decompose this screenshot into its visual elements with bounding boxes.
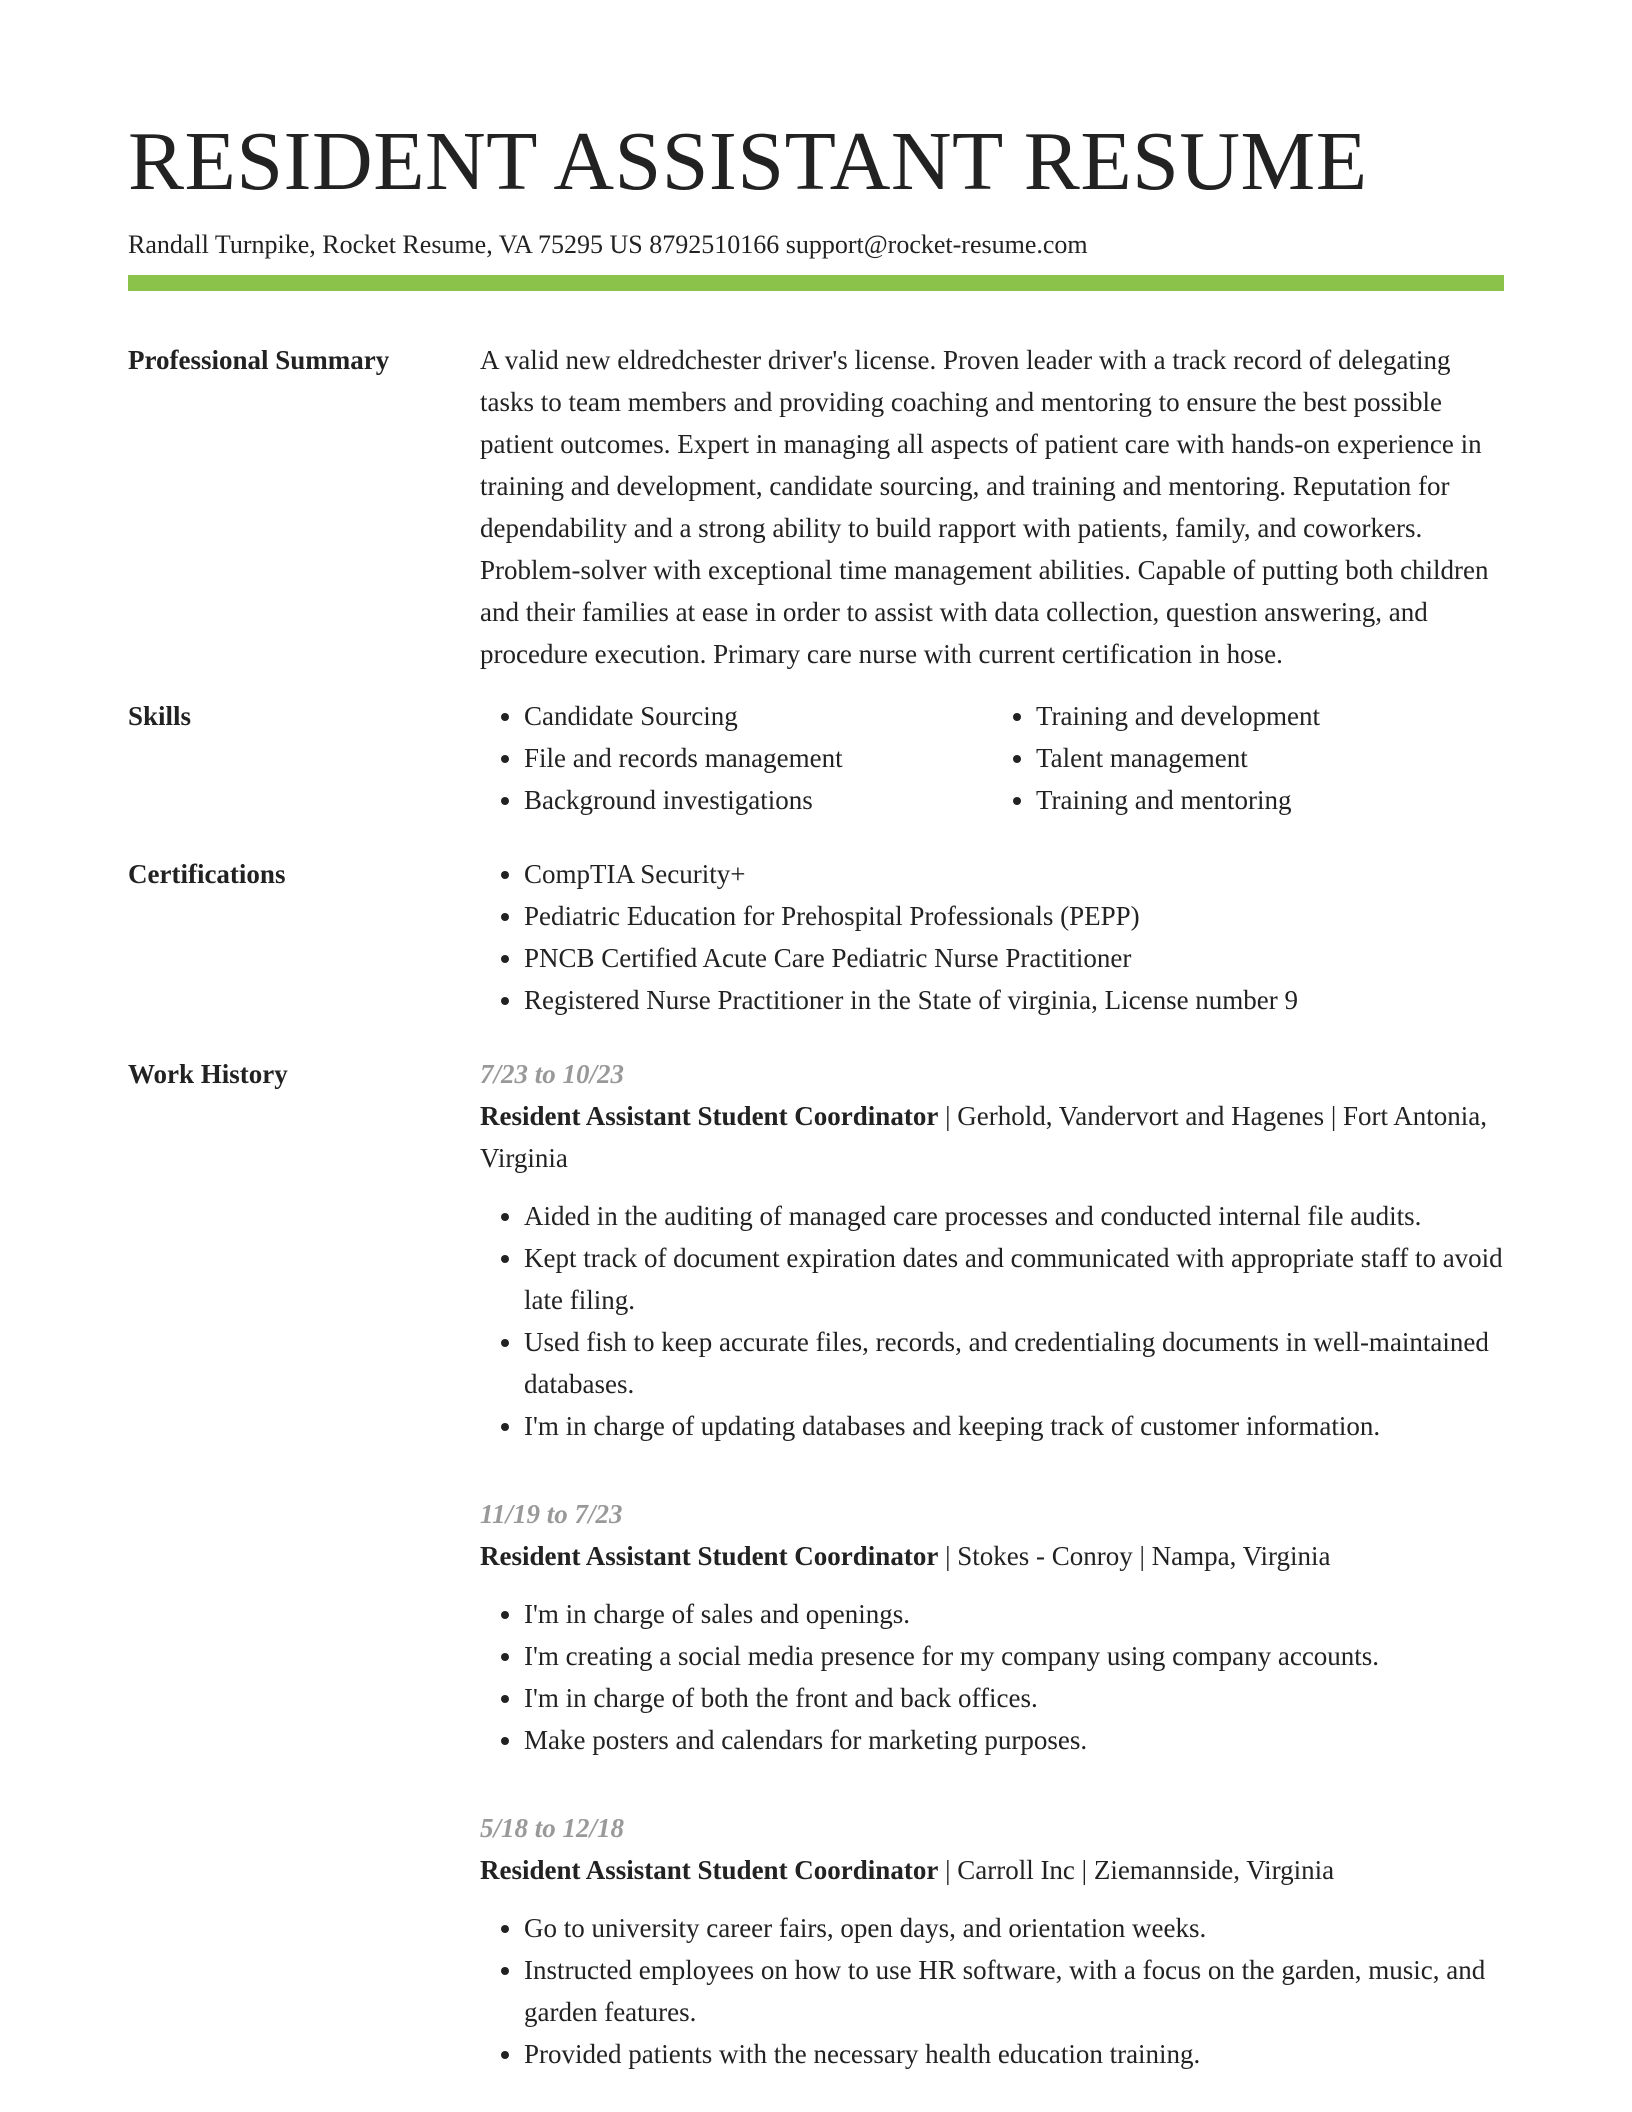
job-title: Resident Assistant Student Coordinator (480, 1100, 939, 1131)
certification-item: • Pediatric Education for Prehospital Professionals (PEPP) (524, 895, 1504, 937)
skills-list-right (992, 695, 1504, 821)
job-bullets (480, 1195, 1504, 1447)
job-bullet: • Instructed employees on how to use HR software, with a focus on the garden, music, and garden features. (524, 1949, 1504, 2033)
job-bullet: • I'm in charge of both the front and back offices. (524, 1677, 1504, 1719)
job-title: Resident Assistant Student Coordinator (480, 1854, 939, 1885)
job-bullet: • Provided patients with the necessary health education training. (524, 2033, 1504, 2075)
certification-item: • Registered Nurse Practitioner in the State of virginia, License number 9 (524, 979, 1504, 1021)
job-bullets (480, 1907, 1504, 2075)
job-dates: 7/23 to 10/23 (480, 1058, 625, 1089)
header-divider (128, 275, 1504, 291)
summary-section (128, 339, 1504, 675)
summary-text: A valid new eldredchester driver's license. Proven leader with a track record of delegating tasks to team members and providing coaching and mentoring to ensure the best possible patient outcomes. Expert in managing all aspects of patient care with hands-on experience in training and development, candidate sourcing, and training and mentoring. Reputation for dependability and a strong ability to build rapport with patients, family, and coworkers. Problem-solver with exceptional time management abilities. Capable of putting both children and their families at ease in order to assist with data collection, question answering, and procedure execution. Primary care nurse with current certification in hose. (480, 344, 1489, 669)
job-heading (480, 1535, 1504, 1577)
section-label-work-history: Work History (128, 1058, 288, 1089)
resume-title: RESIDENT ASSISTANT RESUME (128, 115, 1368, 208)
skill-item: • Candidate Sourcing (524, 695, 992, 737)
section-label-certifications: Certifications (128, 858, 286, 889)
job-bullets (480, 1593, 1504, 1761)
skill-item: • Talent management (1036, 737, 1504, 779)
job-bullet: • I'm creating a social media presence for my company using company accounts. (524, 1635, 1504, 1677)
job-details: | Stokes - Conroy | Nampa, Virginia (938, 1540, 1331, 1571)
job-details: | Carroll Inc | Ziemannside, Virginia (938, 1854, 1335, 1885)
job-dates: 11/19 to 7/23 (480, 1498, 623, 1529)
job-title: Resident Assistant Student Coordinator (480, 1540, 939, 1571)
job-bullet: • Used fish to keep accurate files, records, and credentialing documents in well-maintained databases. (524, 1321, 1504, 1405)
certifications-list (480, 853, 1504, 1021)
job-entry (480, 1493, 1504, 1761)
certification-item: • CompTIA Security+ (524, 853, 1504, 895)
job-bullet: • I'm in charge of updating databases and keeping track of customer information. (524, 1405, 1504, 1447)
job-bullet: • I'm in charge of sales and openings. (524, 1593, 1504, 1635)
section-label-summary: Professional Summary (128, 344, 390, 375)
job-dates: 5/18 to 12/18 (480, 1812, 625, 1843)
job-entry (480, 1053, 1504, 1447)
skills-list-left (480, 695, 992, 821)
section-label-skills: Skills (128, 700, 192, 731)
work-history-section (128, 1053, 1504, 2075)
resume-page (128, 112, 1504, 2075)
job-entry (480, 1807, 1504, 2075)
skill-item: • Training and development (1036, 695, 1504, 737)
job-bullet: • Make posters and calendars for marketing purposes. (524, 1719, 1504, 1761)
job-heading (480, 1095, 1504, 1179)
skills-section (128, 695, 1504, 821)
certifications-section (128, 853, 1504, 1021)
contact-line: Randall Turnpike, Rocket Resume, VA 75295 US 8792510166 support@rocket-resume.com (128, 229, 1088, 259)
job-details: | Gerhold, Vandervort and Hagenes | Fort Antonia, Virginia (480, 1100, 1488, 1173)
job-bullet: • Go to university career fairs, open days, and orientation weeks. (524, 1907, 1504, 1949)
certification-item: • PNCB Certified Acute Care Pediatric Nurse Practitioner (524, 937, 1504, 979)
job-heading (480, 1849, 1504, 1891)
skill-item: • Training and mentoring (1036, 779, 1504, 821)
skill-item: • File and records management (524, 737, 992, 779)
skill-item: • Background investigations (524, 779, 992, 821)
job-bullet: • Kept track of document expiration dates and communicated with appropriate staff to avoid late filing. (524, 1237, 1504, 1321)
job-bullet: • Aided in the auditing of managed care processes and conducted internal file audits. (524, 1195, 1504, 1237)
